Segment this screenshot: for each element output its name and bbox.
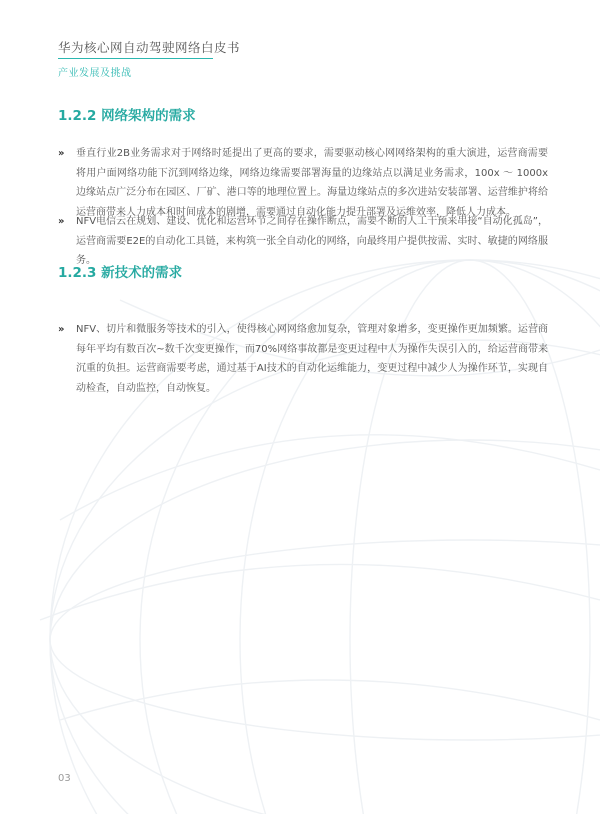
list-item — [58, 144, 548, 222]
paragraph-text: 垂直行业2B业务需求对于网络时延提出了更高的要求，需要驱动核心网网络架构的重大演进，运营商需要将用户面网络功能下沉到网络边缘，网络边缘需要部署海量的边缘站点以满足业务需求，100x ～ 1000x边缘站点广泛分布在园区、厂矿、港口等的地理位置上。海量边缘站点的多次进站安装部署、运营维护将给运营商带来人力成本和时间成本的剧增，需要通过自动化能力提升部署及运维效率，降低人力成本。 — [76, 148, 548, 218]
chapter-label: 产业发展及挑战 — [58, 68, 132, 79]
list-item — [58, 320, 548, 398]
bullet-chevron-icon: » — [58, 148, 65, 159]
section-heading-1-2-2: 1.2.2 网络架构的需求 — [58, 108, 196, 124]
bullet-chevron-icon: » — [58, 216, 65, 227]
page-number: 03 — [58, 773, 71, 784]
paragraph-text: NFV、切片和微服务等技术的引入，使得核心网网络愈加复杂，管理对象增多，变更操作更加频繁。运营商每年平均有数百次~数千次变更操作，而70%网络事故都是变更过程中人为操作失误引入的，给运营商带来沉重的负担。运营商需要考虑，通过基于AI技术的自动化运维能力，变更过程中减少人为操作环节，实现自动检查，自动监控，自动恢复。 — [76, 324, 548, 394]
header-divider — [58, 58, 213, 59]
section-heading-1-2-3: 1.2.3 新技术的需求 — [58, 265, 183, 281]
document-title: 华为核心网自动驾驶网络白皮书 — [58, 40, 241, 55]
paragraph-text: NFV电信云在规划、建设、优化和运营环节之间存在操作断点，需要不断的人工干预来串接“自动化孤岛”，运营商需要E2E的自动化工具链，来构筑一张全自动化的网络，向最终用户提供按需、实时、敏捷的网络服务。 — [76, 216, 548, 266]
bullet-chevron-icon: » — [58, 324, 65, 335]
